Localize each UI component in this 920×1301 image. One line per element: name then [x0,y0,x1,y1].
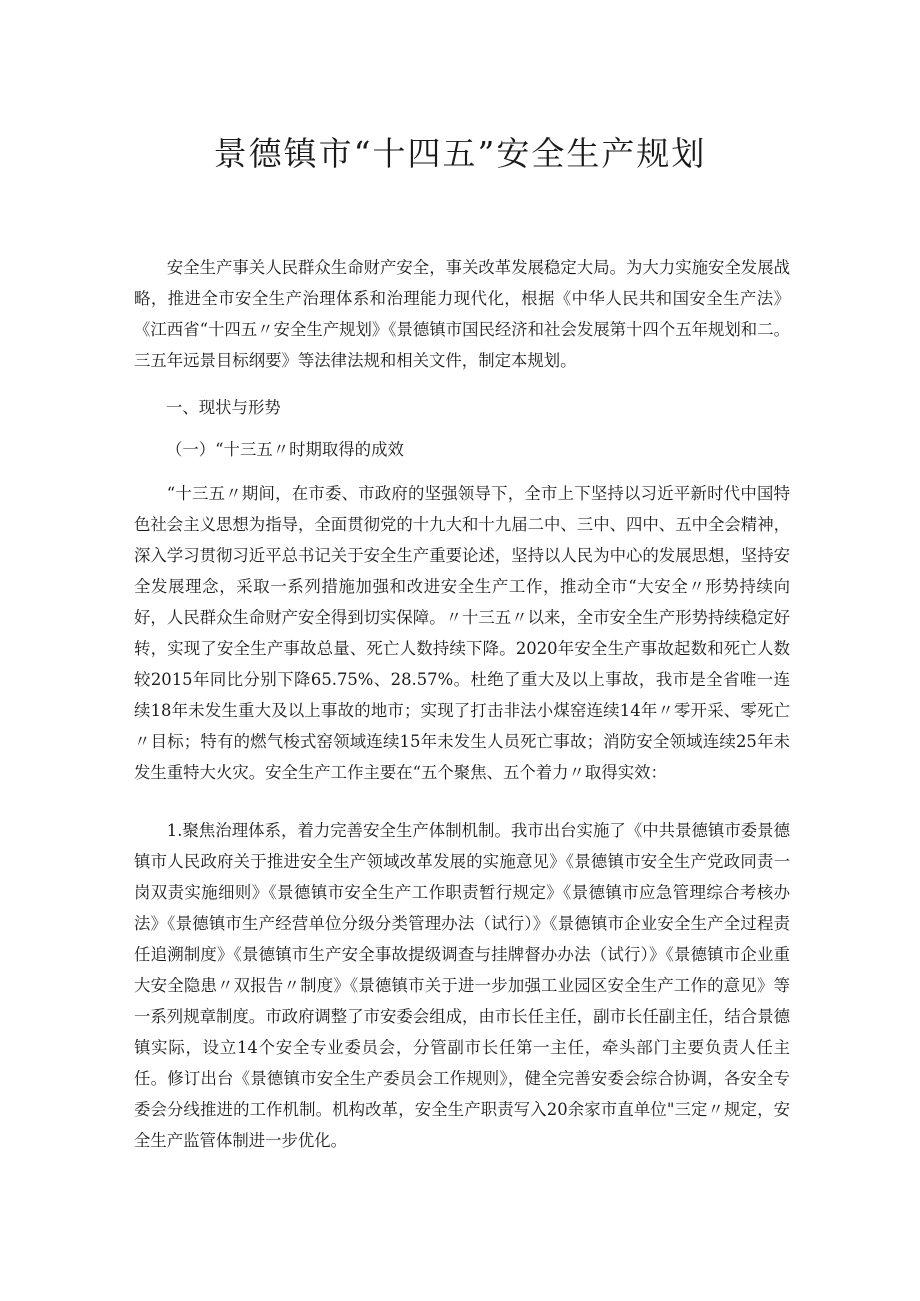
subsection-heading: （一）“十三五〃时期取得的成效 [166,440,404,459]
document-title: 景德镇市“十四五”安全生产规划 [213,134,707,173]
achievements-paragraph: “十三五〃期间，在市委、市政府的坚强领导下，全市上下坚持以习近平新时代中国特色社会主义思想为指导，全面贯彻党的十九大和十九届二中、三中、四中、五中全会精神，深入学习贯彻习近平总书记关于安全生产重要论述，坚持以人民为中心的发展思想，坚持安全发展理念，采取一系列措施加强和改进安全生产工作，推动全市“大安全〃形势持续向好，人民群众生命财产安全得到切实保障。〃十三五〃以来，全市安全生产形势持续稳定好转，实现了安全生产事故总量、死亡人数持续下降。2020年安全生产事故起数和死亡人数较2015年同比分别下降65.75%、28.57%。杜绝了重大及以上事故，我市是全省唯一连续18年未发生重大及以上事故的地市；实现了打击非法小煤窑连续14年〃零开采、零死亡〃目标；特有的燃气梭式窑领域连续15年未发生人员死亡事故；消防安全领域连续25年未发生重特大火灾。安全生产工作主要在“五个聚焦、五个着力〃取得实效： [134,484,790,782]
governance-paragraph: 1.聚焦治理体系，着力完善安全生产体制机制。我市出台实施了《中共景德镇市委景德镇市人民政府关于推进安全生产领域改革发展的实施意见》《景德镇市安全生产党政同责一岗双责实施细则》《景德镇市安全生产工作职责暂行规定》《景德镇市应急管理综合考核办法》《景德镇市生产经营单位分级分类管理办法（试行）》《景德镇市企业安全生产全过程责任追溯制度》《景德镇市生产安全事故提级调查与挂牌督办办法（试行）》《景德镇市企业重大安全隐患〃双报告〃制度》《景德镇市关于进一步加强工业园区安全生产工作的意见》等一系列规章制度。市政府调整了市安委会组成，由市长任主任，副市长任副主任，结合景德镇实际，设立14个安全专业委员会，分管副市长任第一主任，牵头部门主要负责人任主任。修订出台《景德镇市安全生产委员会工作规则》，健全完善安委会综合协调，各安全专委会分线推进的工作机制。机构改革，安全生产职责写入20余家市直单位"三定〃规定，安全生产监管体制进一步优化。 [134,821,790,1150]
intro-paragraph: 安全生产事关人民群众生命财产安全，事关改革发展稳定大局。为大力实施安全发展战略，推进全市安全生产治理体系和治理能力现代化，根据《中华人民共和国安全生产法》《江西省“十四五〃安全生产规划》《景德镇市国民经济和社会发展第十四个五年规划和二。三五年远景目标纲要》等法律法规和相关文件，制定本规划。 [134,258,790,370]
section-heading: 一、现状与形势 [166,398,281,417]
